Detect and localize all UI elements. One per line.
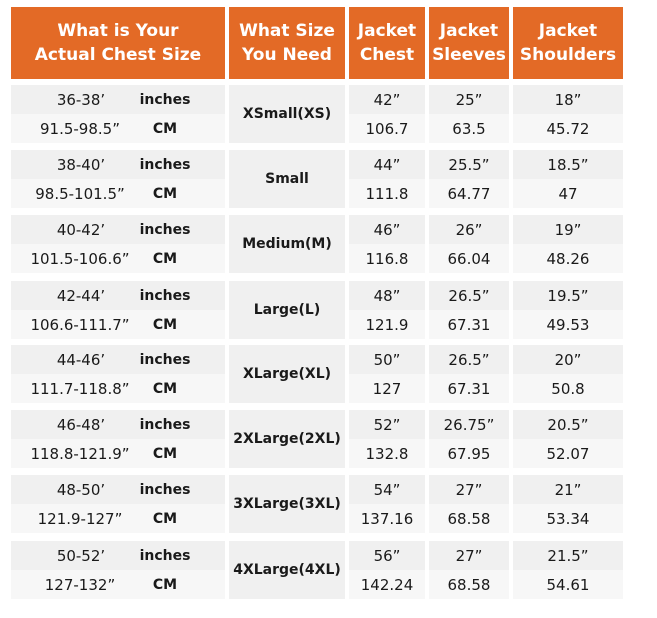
chest-cm-unit: CM [152,380,178,397]
jacket-chest-cm: 132.8 [365,444,409,463]
chest-cm-unit: CM [152,510,178,527]
header-jacket-sleeves: Jacket Sleeves [429,7,509,79]
chest-cm: 118.8-121.9” [30,444,130,463]
chest-cm-unit: CM [152,445,178,462]
jacket-sleeves-inches: 26.75” [443,415,495,434]
jacket-sleeves-inches: 26” [455,220,483,239]
chest-cm: 111.7-118.8” [30,379,130,398]
jacket-sleeves-inches: 26.5” [448,286,490,305]
chest-cm-unit: CM [152,576,178,593]
chest-inches: 36-38’ [56,90,106,109]
jacket-sleeves-inches: 25.5” [448,155,490,174]
jacket-shoulders-cm: 49.53 [546,315,590,334]
chest-inches: 46-48’ [56,415,106,434]
chest-inches-unit: inches [139,547,191,564]
jacket-chest-cm: 111.8 [365,184,409,203]
chest-inches-unit: inches [139,91,191,108]
chest-cm: 98.5-101.5” [35,184,125,203]
size-name: 4XLarge(4XL) [233,562,341,578]
jacket-sleeves-inches: 27” [455,480,483,499]
jacket-sleeves-inches: 27” [455,546,483,565]
jacket-sleeves-inches: 26.5” [448,350,490,369]
jacket-sleeves-cm: 68.58 [447,509,491,528]
chest-inches: 48-50’ [56,480,106,499]
jacket-chest-inches: 54” [373,480,401,499]
header-jacket-chest: Jacket Chest [349,7,425,79]
chest-cm: 127-132” [44,575,116,594]
jacket-chest-cm: 142.24 [360,575,414,594]
jacket-shoulders-cm: 47 [558,184,578,203]
jacket-chest-inches: 44” [373,155,401,174]
jacket-chest-inches: 42” [373,90,401,109]
jacket-sleeves-cm: 67.31 [447,379,491,398]
jacket-shoulders-inches: 21.5” [547,546,589,565]
jacket-chest-cm: 127 [372,379,402,398]
chest-cm-unit: CM [152,250,178,267]
chest-inches: 38-40’ [56,155,106,174]
chest-inches-unit: inches [139,156,191,173]
size-name: XLarge(XL) [242,366,332,382]
jacket-shoulders-cm: 45.72 [546,119,590,138]
jacket-sleeves-cm: 66.04 [447,249,491,268]
header-size-needed: What Size You Need [229,7,345,79]
chest-inches-unit: inches [139,416,191,433]
jacket-sleeves-cm: 64.77 [447,184,491,203]
jacket-shoulders-inches: 20” [554,350,582,369]
jacket-sleeves-cm: 63.5 [452,119,486,138]
chest-cm: 91.5-98.5” [40,119,120,138]
chest-cm: 101.5-106.6” [30,249,130,268]
jacket-chest-inches: 52” [373,415,401,434]
jacket-chest-cm: 106.7 [365,119,409,138]
chest-inches-unit: inches [139,481,191,498]
jacket-shoulders-cm: 53.34 [546,509,590,528]
jacket-shoulders-inches: 20.5” [547,415,589,434]
chest-cm-unit: CM [152,120,178,137]
chest-cm-unit: CM [152,316,178,333]
jacket-shoulders-cm: 50.8 [551,379,585,398]
size-name: Medium(M) [242,236,332,252]
jacket-shoulders-inches: 19” [554,220,582,239]
size-name: Large(L) [253,302,321,318]
jacket-shoulders-inches: 19.5” [547,286,589,305]
header-actual-chest: What is Your Actual Chest Size [11,7,225,79]
jacket-chest-inches: 46” [373,220,401,239]
size-name: 3XLarge(3XL) [233,496,341,512]
chest-inches: 40-42’ [56,220,106,239]
jacket-chest-cm: 137.16 [360,509,414,528]
jacket-shoulders-inches: 18” [554,90,582,109]
jacket-shoulders-cm: 52.07 [546,444,590,463]
jacket-shoulders-inches: 18.5” [547,155,589,174]
jacket-chest-cm: 121.9 [365,315,409,334]
chest-inches: 44-46’ [56,350,106,369]
size-name: XSmall(XS) [242,106,332,122]
jacket-chest-inches: 50” [373,350,401,369]
chest-inches-unit: inches [139,351,191,368]
size-name: 2XLarge(2XL) [233,431,341,447]
jacket-shoulders-cm: 48.26 [546,249,590,268]
jacket-shoulders-cm: 54.61 [546,575,590,594]
jacket-sleeves-cm: 68.58 [447,575,491,594]
jacket-chest-inches: 56” [373,546,401,565]
jacket-sleeves-inches: 25” [455,90,483,109]
chest-inches-unit: inches [139,287,191,304]
size-name: Small [265,171,309,187]
chest-inches: 50-52’ [56,546,106,565]
jacket-sleeves-cm: 67.31 [447,315,491,334]
chest-inches: 42-44’ [56,286,106,305]
jacket-chest-inches: 48” [373,286,401,305]
chest-cm-unit: CM [152,185,178,202]
jacket-shoulders-inches: 21” [554,480,582,499]
jacket-sleeves-cm: 67.95 [447,444,491,463]
jacket-chest-cm: 116.8 [365,249,409,268]
chest-cm: 121.9-127” [37,509,123,528]
chest-cm: 106.6-111.7” [30,315,130,334]
header-jacket-shoulders: Jacket Shoulders [513,7,623,79]
chest-inches-unit: inches [139,221,191,238]
